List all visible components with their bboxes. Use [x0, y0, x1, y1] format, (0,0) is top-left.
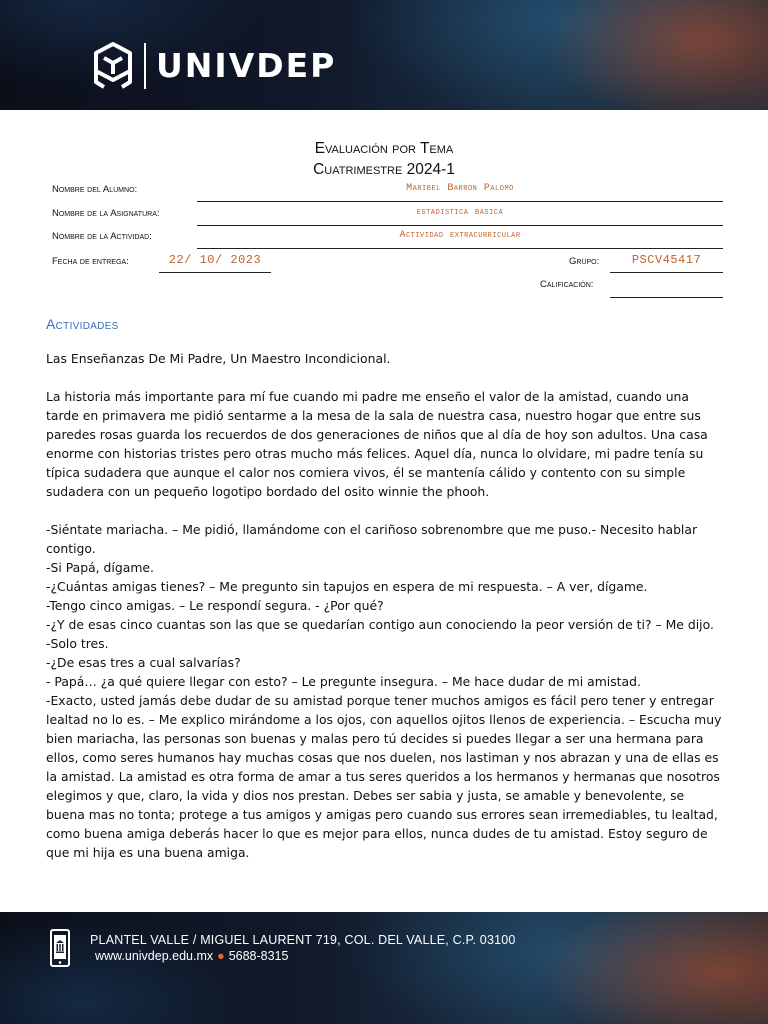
- univdep-logo-icon: [90, 40, 136, 92]
- activity-label: Nombre de la Actividad:: [52, 231, 152, 242]
- student-value: Maribel Barron Palomo: [406, 183, 514, 194]
- phone-building-icon: [50, 929, 70, 967]
- dialogue-line: -¿De esas tres a cual salvarías?: [46, 655, 241, 670]
- footer-banner: [0, 912, 768, 1024]
- title-line-2: Cuatrimestre 2024-1: [313, 161, 455, 178]
- dialogue-line: -Exacto, usted jamás debe dudar de su amistad porque tener muchos amigos es fácil pero tener y entregar lealtad no lo es. – Me explico mirándome a los ojos, con aquellos ojitos llenos de experiencia. – Escucha muy bien mariacha, las personas son buenas y malas pero tú decides si puedes llegar a ser una hermana para ellos, como seres humanos hay muchas cosas que nos duelen, nos lastiman y nos abrazan y una de ellas es la amistad. La amistad es otra forma de amar a tus seres queridos a los hermanos y hermanas que nosotros elegimos y que, claro, la vida y dios nos prestan. Debes ser sabia y justa, se amable y benevolente, se buena mas no tonta; protege a tus amigos y amigas pero cuando sus errores sean irremediables, tu lealtad, como buena amiga deberás hacer lo que es mejor para ellos, nunca dudes de tu amistad. Estoy seguro de que mi hija es una buena amiga.: [46, 693, 722, 860]
- subject-underline: [197, 225, 723, 226]
- student-label: Nombre del Alumno:: [52, 184, 138, 195]
- section-title: Actividades: [46, 316, 119, 332]
- dialogue-line: -Si Papá, dígame.: [46, 560, 154, 575]
- header-banner: [0, 0, 768, 110]
- dialogue-line: -¿Y de esas cinco cuantas son las que se quedarían contigo aun conociendo la peor versión de ti? – Me dijo.: [46, 617, 714, 632]
- activity-underline: [197, 248, 723, 249]
- subject-label: Nombre de la Asignatura:: [52, 208, 160, 219]
- essay-body: [46, 349, 722, 862]
- dialogue-line: -Tengo cinco amigas. – Le respondí segura. - ¿Por qué?: [46, 598, 384, 613]
- logo-separator: [144, 43, 146, 89]
- dialogue-line: -¿Cuántas amigas tienes? – Me pregunto sin tapujos en espera de mi respuesta. – A ver, dígame.: [46, 579, 648, 594]
- document-title: [0, 138, 768, 180]
- activity-value: Actividad extracurricular: [399, 230, 521, 241]
- paragraph: La historia más importante para mí fue cuando mi padre me enseño el valor de la amistad, cuando una tarde en primavera me pidió sentarme a la mesa de la sala de nuestra casa, nuestro hogar que entre sus paredes rosas guarda los recuerdos de dos generaciones de niños que al día de hoy son adultos. Una casa enorme con historias tristes pero otras mucho más felices. Aquel día, nunca lo olvidare, mi padre tenía su típica sudadera que aunque el calor nos comiera vivos, él se mantenía cálido y contento con su simple sudadera con un pequeño logotipo bordado del osito winnie the phooh.: [46, 389, 708, 499]
- footer-website-link[interactable]: www.univdep.edu.mx: [95, 949, 214, 963]
- group-value: PSCV45417: [631, 253, 702, 267]
- brand-logo: [90, 40, 336, 92]
- date-value: 22/ 10/ 2023: [168, 253, 262, 267]
- essay-title: Las Enseñanzas De Mi Padre, Un Maestro Incondicional.: [46, 351, 391, 366]
- footer-phone: 5688-8315: [228, 949, 289, 963]
- date-label: Fecha de entrega:: [52, 256, 129, 267]
- group-underline: [610, 272, 723, 273]
- date-underline: [159, 272, 271, 273]
- title-line-1: Evaluación por Tema: [314, 140, 454, 157]
- dialogue-line: -Solo tres.: [46, 636, 109, 651]
- brand-name: UNIVDEP: [156, 46, 337, 85]
- grade-underline: [610, 297, 723, 298]
- dialogue-line: -Siéntate mariacha. – Me pidió, llamándome con el cariñoso sobrenombre que me puso.- Necesito hablar contigo.: [46, 522, 698, 556]
- subject-value: estadistica basica: [416, 207, 504, 218]
- footer-address: PLANTEL VALLE / MIGUEL LAURENT 719, COL. DEL VALLE, C.P. 03100: [90, 933, 516, 947]
- group-label: Grupo:: [569, 256, 600, 267]
- dialogue-line: - Papá… ¿a qué quiere llegar con esto? – Le pregunte insegura. – Me hace dudar de mi amistad.: [46, 674, 641, 689]
- footer-contact: [95, 949, 288, 963]
- student-underline: [197, 201, 723, 202]
- grade-label: Calificación:: [540, 279, 594, 290]
- bullet-dot-icon: ●: [217, 949, 225, 963]
